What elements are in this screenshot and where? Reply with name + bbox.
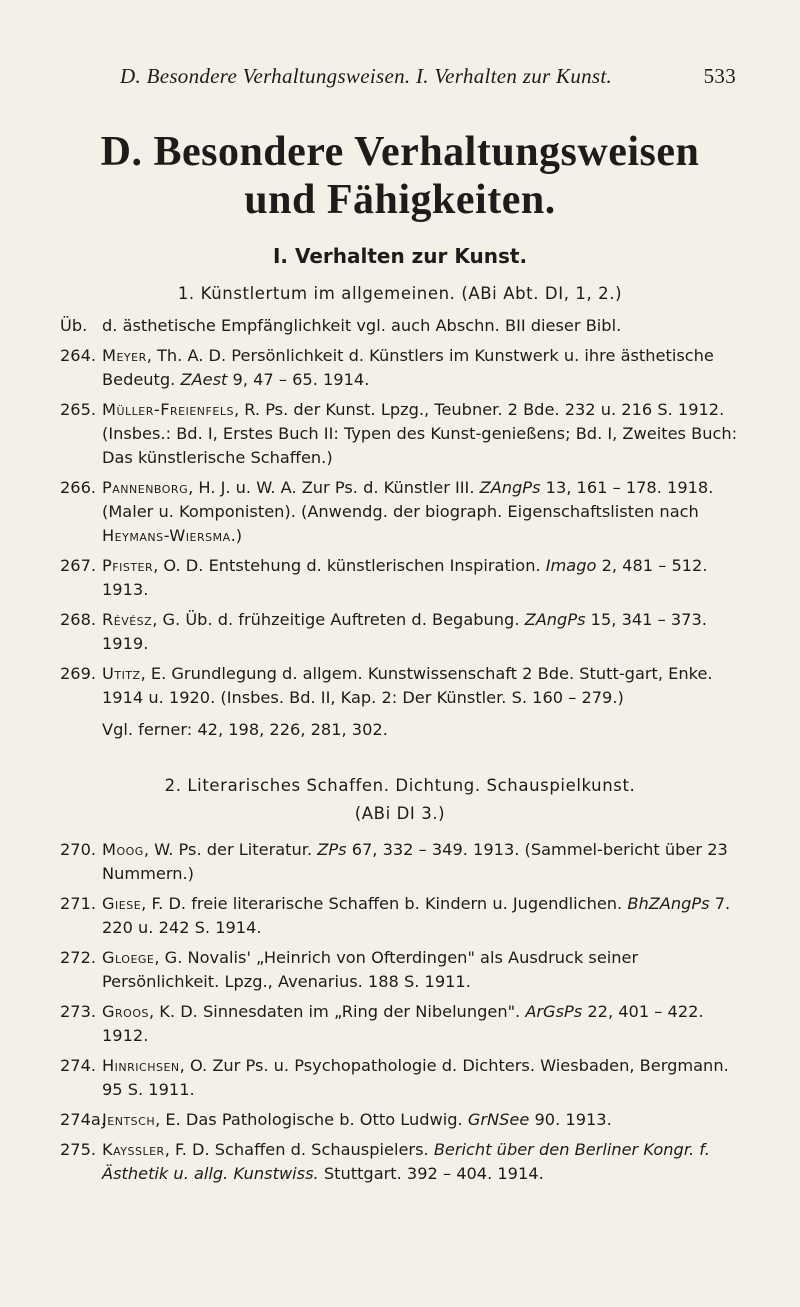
running-head-text: D. Besondere Verhaltungsweisen. I. Verhalten zur Kunst.: [120, 64, 613, 88]
journal-title: BhZAngPs: [627, 894, 710, 913]
entry-number: 265.: [60, 400, 97, 419]
entry-text: Utitz, E. Grundlegung d. allgem. Kunstwissenschaft 2 Bde. Stutt-gart, Enke. 1914 u. 1920. (Insbes. Bd. II, Kap. 2: Der Künstler. S. 160 – 279.): [102, 664, 713, 707]
entry-number: 266.: [60, 478, 97, 497]
bib-entry: [60, 476, 738, 548]
entry-author: Moog: [102, 840, 144, 859]
entry-author: Giese: [102, 894, 142, 913]
entry-number: 271.: [60, 894, 97, 913]
entry-text: Meyer, Th. A. D. Persönlichkeit d. Künstlers im Kunstwerk u. ihre ästhetische Bedeutg. ZAest 9, 47 – 65. 1914.: [102, 346, 714, 389]
entry-text: Moog, W. Ps. der Literatur. ZPs 67, 332 – 349. 1913. (Sammel-bericht über 23 Nummern.): [102, 840, 728, 883]
bib-entry: [60, 1054, 738, 1102]
entry-text: Müller-Freienfels, R. Ps. der Kunst. Lpzg., Teubner. 2 Bde. 232 u. 216 S. 1912. (Insbes.: Bd. I, Erstes Buch II: Typen des Kunst-genießens; Bd. I, Zweites Buch: Das künstlerische Schaffen.): [102, 400, 738, 467]
bib-entry: [60, 946, 738, 994]
chapter-title: [0, 128, 800, 224]
entry-author: Gloege: [102, 948, 155, 967]
entry-text: Jentsch, E. Das Pathologische b. Otto Ludwig. GrNSee 90. 1913.: [102, 1110, 612, 1129]
bib-entry: [60, 838, 738, 886]
bib-entry: [60, 554, 738, 602]
entry-text: Giese, F. D. freie literarische Schaffen b. Kindern u. Jugendlichen. BhZAngPs 7. 220 u. 242 S. 1914.: [102, 894, 731, 937]
journal-title: ZPs: [317, 840, 347, 859]
entry-author: Müller-Freienfels: [102, 400, 234, 419]
entry-number: 274.: [60, 1056, 97, 1075]
bib-entry: [60, 1138, 738, 1186]
journal-title: ZAngPs: [479, 478, 541, 497]
entry-text: Pannenborg, H. J. u. W. A. Zur Ps. d. Künstler III. ZAngPs 13, 161 – 178. 1918. (Maler u. Komponisten). (Anwendg. der biograph. Eigenschaftslisten nach Heymans-Wiersma.): [102, 478, 714, 545]
journal-title: ArGsPs: [525, 1002, 583, 1021]
entry-author: Jentsch: [102, 1110, 156, 1129]
entry-author: Hinrichsen: [102, 1056, 180, 1075]
entry-author: Révész: [102, 610, 153, 629]
bib-entry: [60, 344, 738, 392]
running-head: [120, 64, 736, 89]
entry-number: 267.: [60, 556, 97, 575]
subsection-heading-2-ref: (ABi DI 3.): [354, 804, 446, 823]
entry-number: 270.: [60, 840, 97, 859]
bib-entry: [60, 892, 738, 940]
page-number: 533: [703, 64, 736, 88]
bib-entry: [60, 662, 738, 710]
bib-entry: [60, 1000, 738, 1048]
entry-text: d. ästhetische Empfänglichkeit vgl. auch Abschn. BII dieser Bibl.: [102, 316, 622, 335]
entry-number: 272.: [60, 948, 97, 967]
entry-author: Pannenborg: [102, 478, 189, 497]
entry-number: 268.: [60, 610, 97, 629]
entry-author: Kayssler: [102, 1140, 165, 1159]
journal-title: GrNSee: [467, 1110, 530, 1129]
journal-title: Bericht über den Berliner Kongr. f. Ästhetik u. allg. Kunstwiss.: [102, 1140, 710, 1183]
bib-entry: [60, 314, 738, 338]
entry-number: 264.: [60, 346, 97, 365]
journal-title: ZAngPs: [524, 610, 586, 629]
entry-text: Hinrichsen, O. Zur Ps. u. Psychopathologie d. Dichters. Wiesbaden, Bergmann. 95 S. 1911.: [102, 1056, 729, 1099]
entry-text: Groos, K. D. Sinnesdaten im „Ring der Nibelungen". ArGsPs 22, 401 – 422. 1912.: [102, 1002, 704, 1045]
section-title: I. Verhalten zur Kunst.: [272, 244, 528, 268]
see-also: Vgl. ferner: 42, 198, 226, 281, 302.: [102, 720, 388, 739]
entry-author: Groos: [102, 1002, 149, 1021]
entry-author: Utitz: [102, 664, 141, 683]
bib-entry: [60, 398, 738, 470]
entry-number: 275.: [60, 1140, 97, 1159]
subsection-heading-2: 2. Literarisches Schaffen. Dichtung. Schauspielkunst.: [164, 776, 636, 795]
entry-text: Gloege, G. Novalis' „Heinrich von Ofterdingen" als Ausdruck seiner Persönlichkeit. Lpzg., Avenarius. 188 S. 1911.: [102, 948, 639, 991]
entry-text: Révész, G. Üb. d. frühzeitige Auftreten d. Begabung. ZAngPs 15, 341 – 373. 1919.: [102, 610, 707, 653]
entry-number: 269.: [60, 664, 97, 683]
entry-number: 273.: [60, 1002, 97, 1021]
entry-number: 274a.: [60, 1110, 106, 1129]
entry-text: Kayssler, F. D. Schaffen d. Schauspielers. Bericht über den Berliner Kongr. f. Ästhetik u. allg. Kunstwiss. Stuttgart. 392 – 404. 1914.: [102, 1140, 710, 1183]
entry-author: Pfister: [102, 556, 154, 575]
entry-author: Meyer: [102, 346, 147, 365]
entry-text: Pfister, O. D. Entstehung d. künstlerischen Inspiration. Imago 2, 481 – 512. 1913.: [102, 556, 708, 599]
journal-title: ZAest: [180, 370, 228, 389]
chapter-title-line1: D. Besondere Verhaltungsweisen: [100, 129, 700, 175]
entry-number: Üb.: [60, 316, 88, 335]
bib-entry: [60, 608, 738, 656]
bib-entry: [60, 1108, 738, 1132]
chapter-title-line2: und Fähigkeiten.: [244, 177, 556, 223]
subsection-heading-1: 1. Künstlertum im allgemeinen. (ABi Abt. DI, 1, 2.): [177, 284, 623, 303]
journal-title: Imago: [545, 556, 597, 575]
